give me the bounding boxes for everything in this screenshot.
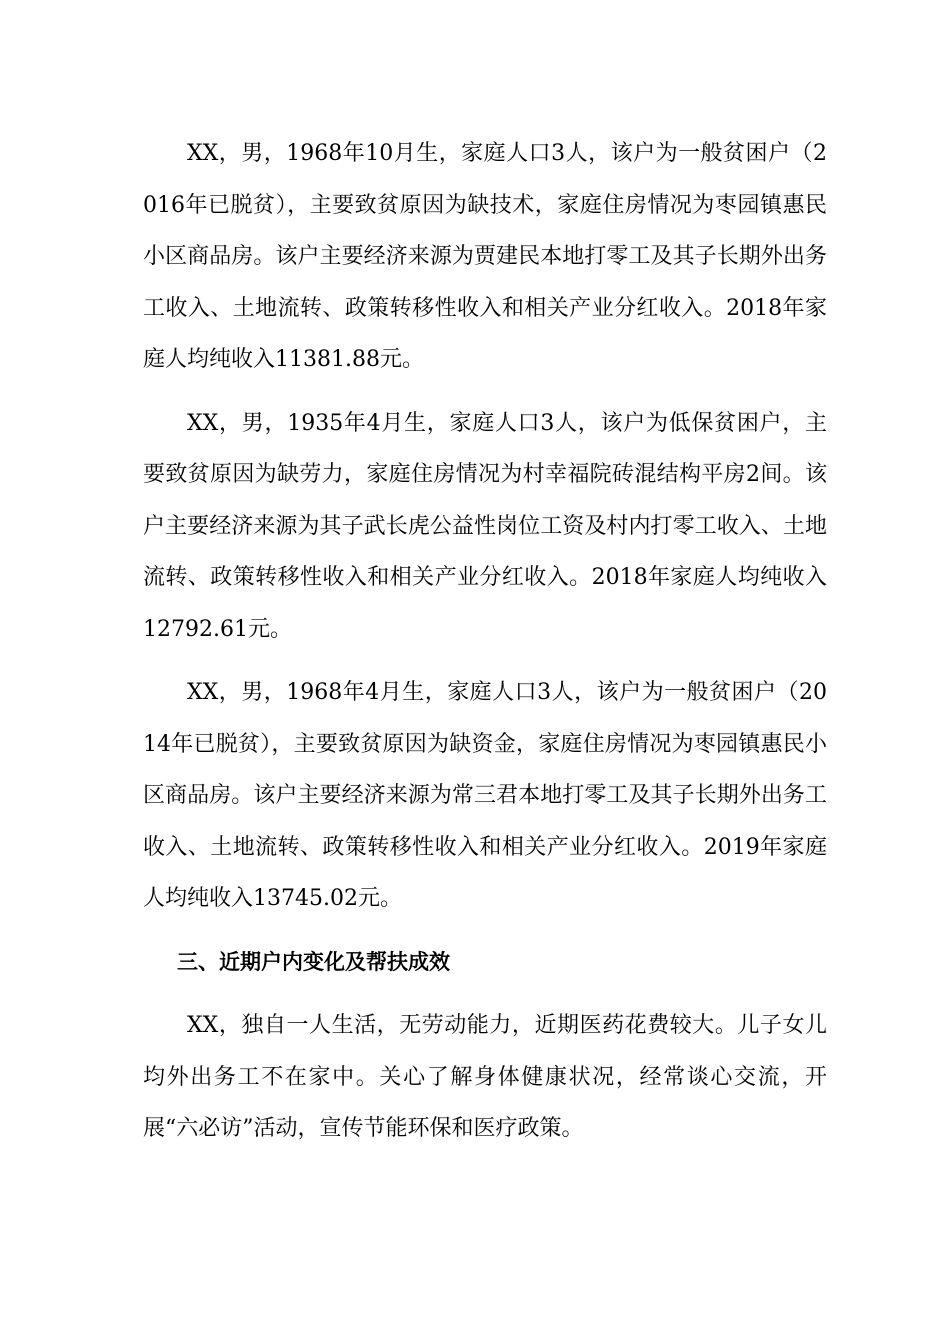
section-heading: 三、近期户内变化及帮扶成效 bbox=[177, 949, 450, 974]
household-paragraph-3: XX，男，1968年4月生，家庭人口3人，该户为一般贫困户（2014年已脱贫），主要致贫原因为缺资金，家庭住房情况为枣园镇惠民小区商品房。该户主要经济来源为常三君本地打零工及其子长期外出务工收入、土地流转、政策转移性收入和相关产业分红收入。2019年家庭人均纯收入13745.02元。 bbox=[143, 680, 827, 911]
household-paragraph-1: XX，男，1968年10月生，家庭人口3人，该户为一般贫困户（2016年已脱贫），主要致贫原因为缺技术，家庭住房情况为枣园镇惠民小区商品房。该户主要经济来源为贾建民本地打零工及其子长期外出务工收入、土地流转、政策转移性收入和相关产业分红收入。2018年家庭人均纯收入11381.88元。 bbox=[143, 141, 827, 372]
document-page bbox=[143, 128, 827, 1167]
section-paragraph: XX，独自一人生活，无劳动能力，近期医药花费较大。儿子女儿均外出务工不在家中。关心了解身体健康状况，经常谈心交流，开展“六必访”活动，宣传节能环保和医疗政策。 bbox=[143, 1013, 827, 1141]
household-paragraph-2: XX，男，1935年4月生，家庭人口3人，该户为低保贫困户，主要致贫原因为缺劳力，家庭住房情况为村幸福院砖混结构平房2间。该户主要经济来源为其子武长虎公益性岗位工资及村内打零工收入、土地流转、政策转移性收入和相关产业分红收入。2018年家庭人均纯收入12792.61元。 bbox=[143, 410, 827, 642]
